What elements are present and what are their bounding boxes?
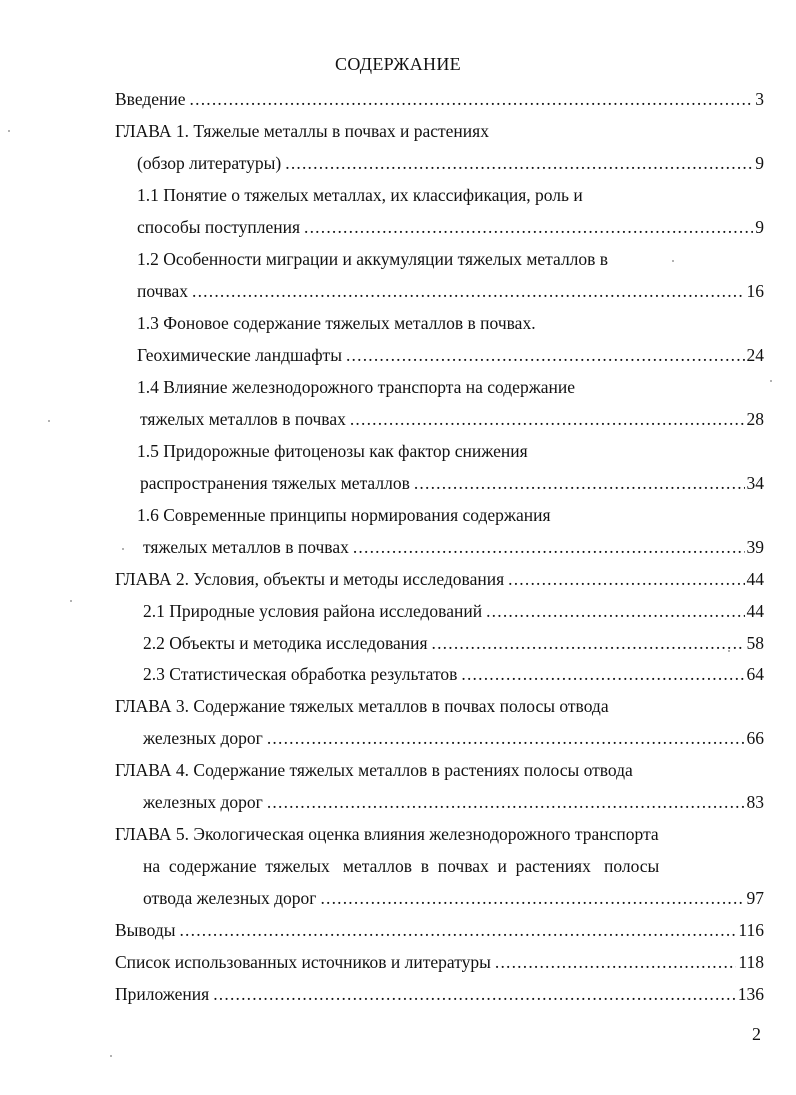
toc-entry-page: 116 (738, 920, 764, 940)
toc-entry-label: 2.2 Объекты и методика исследования (143, 633, 428, 653)
toc-entry-label: способы поступления (137, 217, 301, 237)
toc-entry-chapter-1-cont (137, 152, 764, 174)
toc-entry-section-2-1 (143, 600, 764, 622)
toc-entry-label: Геохимические ландшафты (137, 345, 342, 365)
toc-entry-chapter-2 (115, 568, 764, 590)
toc-entry-section-1-4-cont (140, 408, 764, 430)
toc-entry-label: ГЛАВА 5. Экологическая оценка влияния железнодорожного транспорта (115, 824, 659, 844)
toc-entry-label: ГЛАВА 4. Содержание тяжелых металлов в растениях полосы отвода (115, 760, 633, 780)
toc-entry-page: 64 (746, 664, 764, 684)
toc-entry-label: 1.4 Влияние железнодорожного транспорта на содержание (137, 377, 576, 397)
toc-entry-label: Выводы (115, 920, 176, 940)
toc-entry-introduction (115, 88, 764, 110)
toc-entry-label: Приложения (115, 984, 210, 1004)
toc-entry-section-1-2 (137, 248, 608, 270)
toc-leader-dots (267, 791, 745, 813)
toc-entry-chapter-5-cont (143, 855, 659, 877)
toc-leader-dots (190, 88, 754, 110)
toc-entry-label: тяжелых металлов в почвах (140, 409, 346, 429)
toc-entry-references (115, 951, 764, 973)
toc-entry-label: 1.6 Современные принципы нормирования содержания (137, 505, 551, 525)
toc-entry-page: 3 (755, 89, 764, 109)
toc-entry-label: 2.1 Природные условия района исследований (143, 601, 483, 621)
toc-entry-label: на содержание тяжелых металлов в почвах и растениях полосы (143, 856, 660, 876)
toc-entry-chapter-1 (115, 120, 489, 142)
toc-entry-chapter-3 (115, 695, 609, 717)
toc-entry-label: 1.1 Понятие о тяжелых металлах, их классификация, роль и (137, 185, 583, 205)
toc-entry-page: 39 (746, 537, 764, 557)
toc-entry-section-1-4 (137, 376, 575, 398)
page-title: СОДЕРЖАНИЕ (335, 54, 461, 74)
toc-leader-dots (486, 600, 744, 622)
toc-entry-section-1-3-cont (137, 344, 764, 366)
toc-leader-dots (432, 632, 745, 654)
toc-entry-label: 2.3 Статистическая обработка результатов (143, 664, 458, 684)
toc-entry-label: Введение (115, 89, 186, 109)
toc-entry-chapter-5 (115, 823, 659, 845)
toc-entry-chapter-4-cont (143, 791, 764, 813)
toc-entry-page: 58 (746, 633, 764, 653)
scan-speck (48, 420, 50, 422)
toc-leader-dots (192, 280, 744, 302)
toc-entry-section-2-3 (143, 663, 764, 685)
toc-entry-page: 34 (746, 473, 764, 493)
toc-entry-page: 44 (746, 569, 764, 589)
toc-leader-dots (320, 887, 744, 909)
scan-speck (728, 650, 730, 652)
toc-entry-label: железных дорог (143, 792, 263, 812)
toc-entry-page: 16 (746, 281, 764, 301)
toc-entry-section-1-1 (137, 184, 583, 206)
scan-speck (110, 1055, 112, 1057)
toc-leader-dots (346, 344, 745, 366)
scan-speck (770, 380, 772, 382)
scan-speck (672, 260, 674, 262)
toc-entry-section-2-2 (143, 632, 764, 654)
toc-entry-label: тяжелых металлов в почвах (143, 537, 349, 557)
scan-speck (122, 548, 124, 550)
toc-entry-label: почвах (137, 281, 189, 301)
toc-entry-label: распространения тяжелых металлов (140, 473, 410, 493)
page-number: 2 (752, 1024, 761, 1044)
toc-entry-section-1-3 (137, 312, 536, 334)
toc-entry-section-1-5 (137, 440, 528, 462)
toc-entry-page: 118 (738, 952, 764, 972)
toc-entry-label: (обзор литературы) (137, 153, 282, 173)
toc-entry-appendices (115, 983, 764, 1005)
toc-leader-dots (267, 727, 745, 749)
toc-entry-page: 136 (737, 984, 764, 1004)
toc-entry-label: отвода железных дорог (143, 888, 317, 908)
toc-entry-label: ГЛАВА 3. Содержание тяжелых металлов в почвах полосы отвода (115, 696, 609, 716)
scan-speck (8, 130, 10, 132)
scan-speck (70, 600, 72, 602)
toc-entry-page: 9 (755, 217, 764, 237)
toc-entry-chapter-5-cont-2 (143, 887, 764, 909)
toc-entry-chapter-4 (115, 759, 633, 781)
toc-entry-section-1-6-cont (143, 536, 764, 558)
toc-leader-dots (461, 663, 744, 685)
toc-leader-dots (304, 216, 753, 238)
toc-entry-section-1-1-cont (137, 216, 764, 238)
toc-leader-dots (350, 408, 745, 430)
toc-entry-label: 1.3 Фоновое содержание тяжелых металлов в почвах. (137, 313, 536, 333)
toc-entry-page: 66 (746, 728, 764, 748)
toc-entry-label: ГЛАВА 2. Условия, объекты и методы исследования (115, 569, 505, 589)
toc-entry-page: 28 (746, 409, 764, 429)
toc-leader-dots (213, 983, 736, 1005)
toc-entry-label: Список использованных источников и литературы (115, 952, 491, 972)
toc-leader-dots (353, 536, 745, 558)
toc-entry-label: железных дорог (143, 728, 263, 748)
toc-entry-page: 9 (755, 153, 764, 173)
toc-leader-dots (495, 951, 737, 973)
toc-entry-section-1-6 (137, 504, 551, 526)
toc-entry-section-1-2-cont (137, 280, 764, 302)
toc-leader-dots (285, 152, 753, 174)
toc-entry-label: ГЛАВА 1. Тяжелые металлы в почвах и растениях (115, 121, 489, 141)
toc-leader-dots (179, 919, 736, 941)
toc-entry-label: 1.2 Особенности миграции и аккумуляции тяжелых металлов в (137, 249, 609, 269)
toc-entry-chapter-3-cont (143, 727, 764, 749)
toc-leader-dots (414, 472, 745, 494)
toc-entry-label: 1.5 Придорожные фитоценозы как фактор снижения (137, 441, 528, 461)
toc-leader-dots (508, 568, 744, 590)
toc-entry-page: 44 (746, 601, 764, 621)
toc-entry-conclusions (115, 919, 764, 941)
toc-entry-page: 24 (746, 345, 764, 365)
toc-entry-section-1-5-cont (140, 472, 764, 494)
toc-entry-page: 83 (746, 792, 764, 812)
toc-entry-page: 97 (746, 888, 764, 908)
